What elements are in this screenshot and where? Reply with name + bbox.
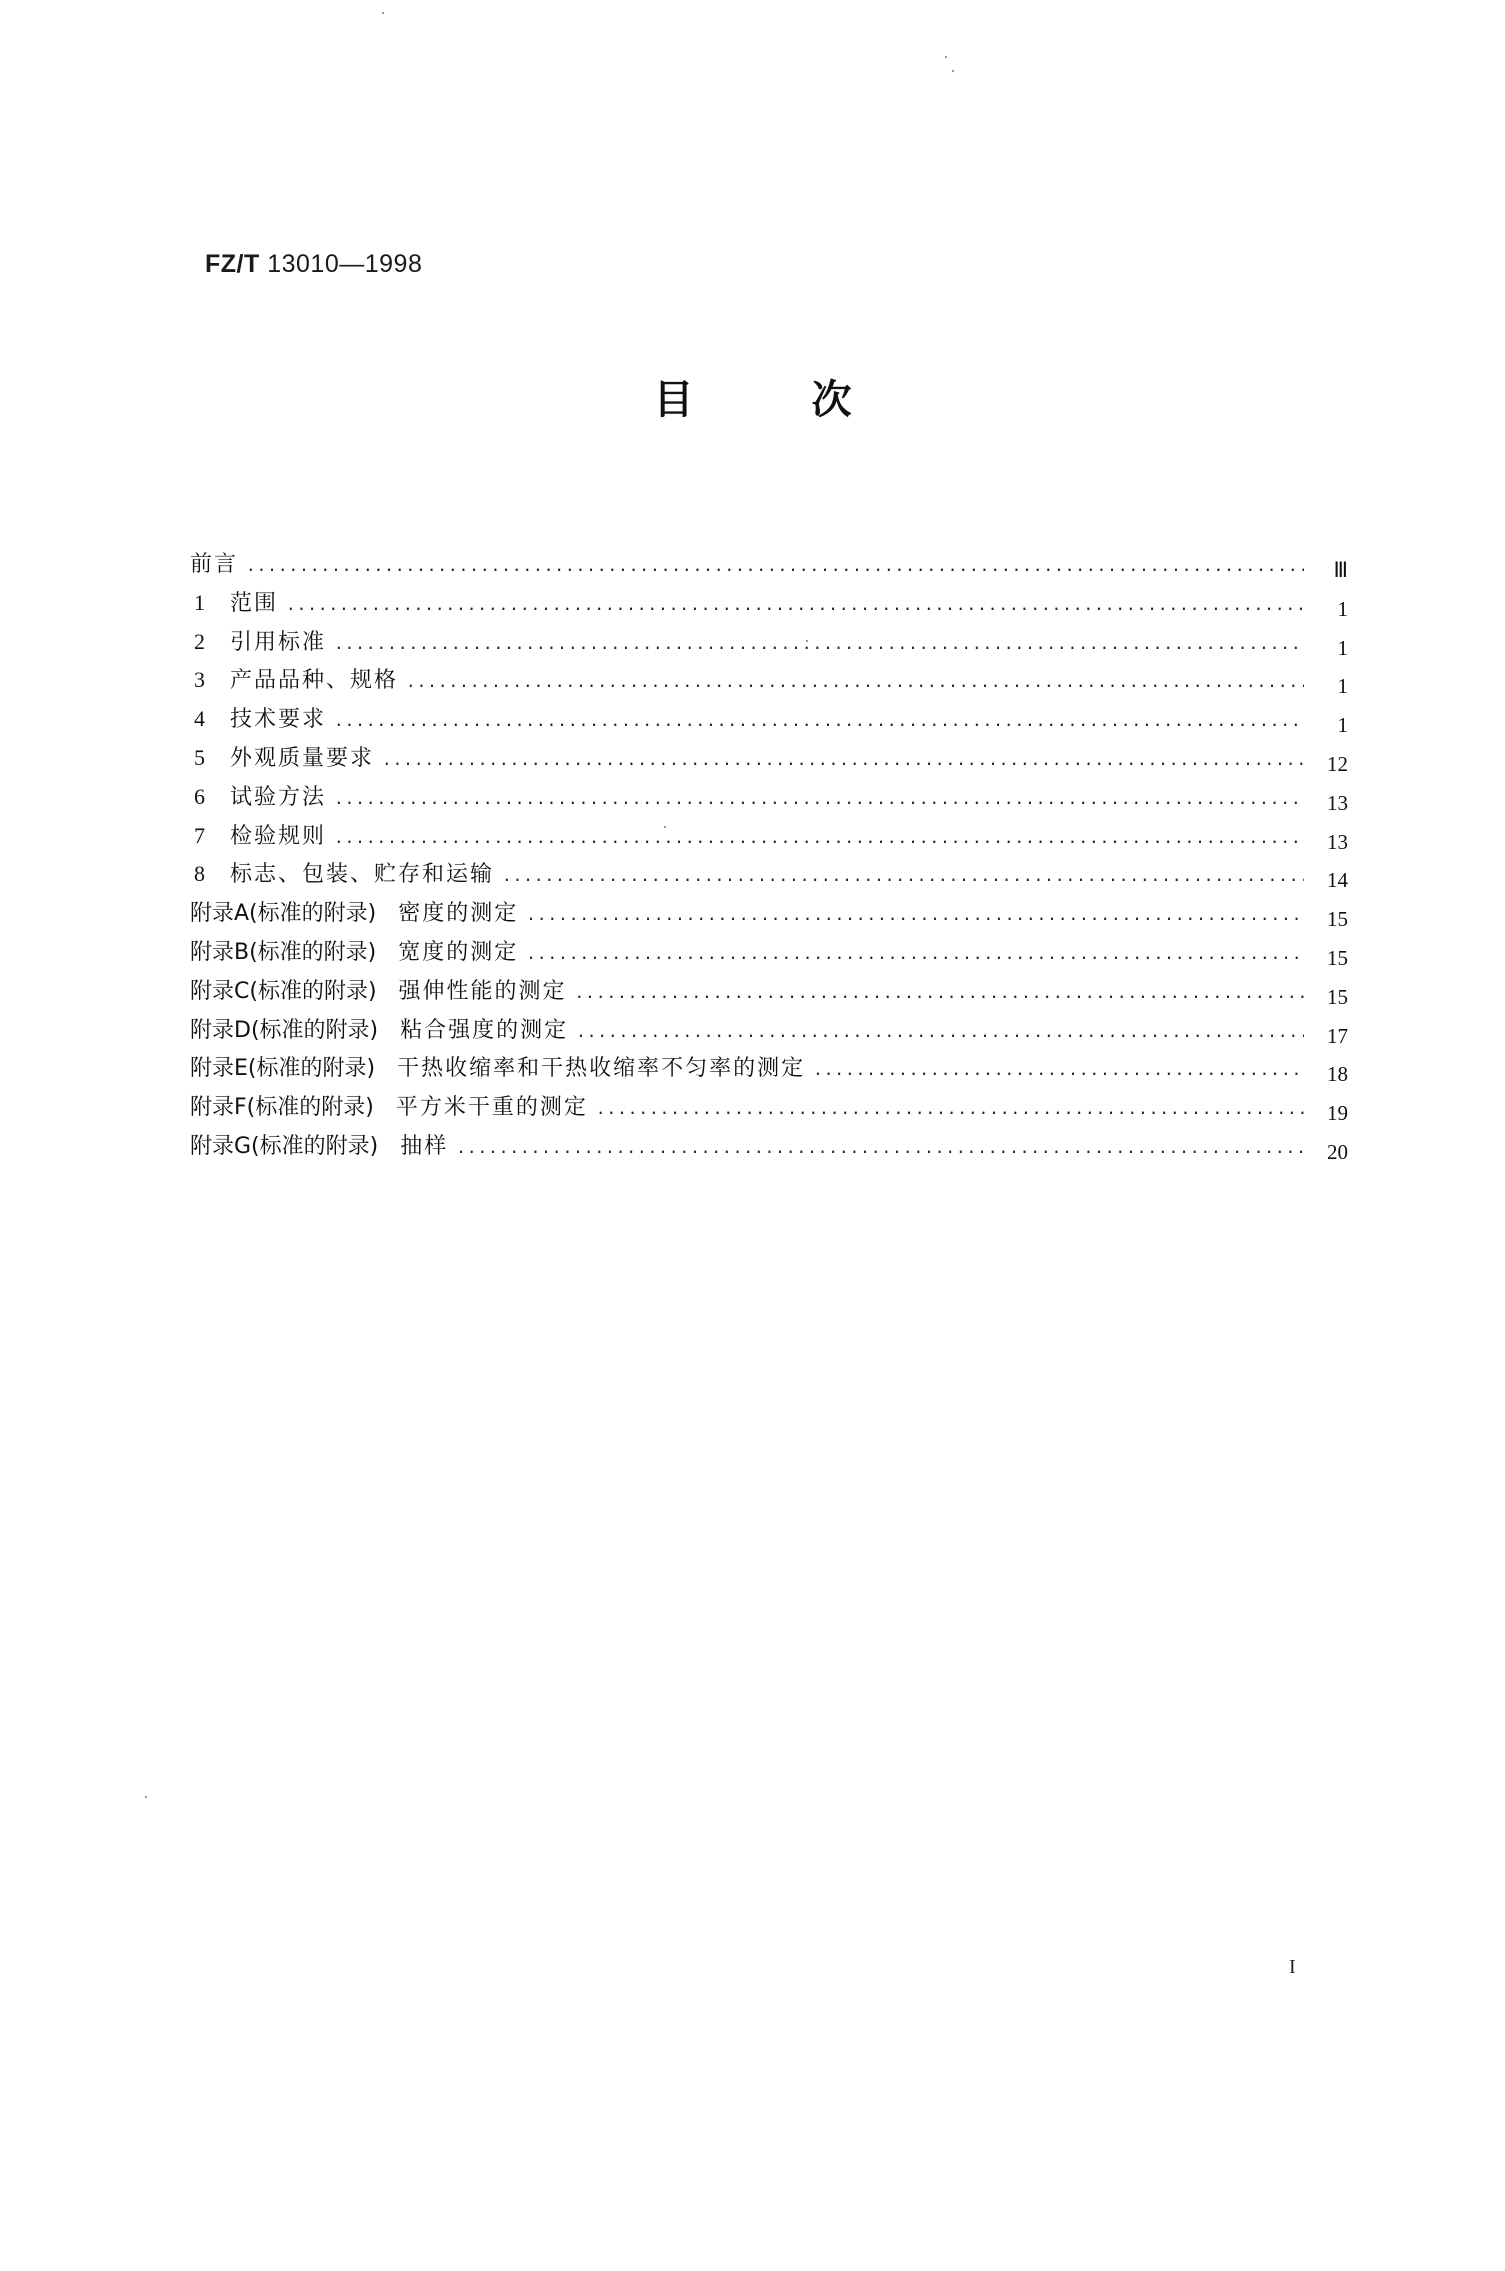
toc-appendix-prefix: 附录E(标准的附录) (190, 1056, 376, 1082)
toc-number: 4 (194, 706, 205, 732)
toc-appendix-prefix: 附录A(标准的附录) (190, 901, 377, 927)
toc-page: 15 (1327, 945, 1348, 970)
scan-speck (952, 70, 954, 72)
toc-leader (596, 1099, 1304, 1118)
toc-appendix-prefix: 附录G(标准的附录) (190, 1133, 379, 1159)
toc-label: 平方米干重的测定 (395, 1095, 588, 1121)
toc-label: 技术要求 (230, 707, 327, 733)
toc-label: 抽样 (400, 1133, 449, 1159)
toc-leader (334, 789, 1304, 808)
toc-leader (406, 672, 1304, 691)
toc-label: 引用标准 (230, 629, 327, 655)
toc-page: 1 (1337, 635, 1348, 660)
toc-appendix-prefix: 附录B(标准的附录) (190, 939, 377, 965)
toc-label: 范围 (230, 590, 279, 616)
toc-label: 外观质量要求 (230, 745, 375, 771)
toc-page: 15 (1327, 907, 1348, 932)
document-code (205, 250, 422, 279)
toc-page: 19 (1327, 1101, 1348, 1126)
toc-leader (576, 1022, 1304, 1041)
toc-page: 18 (1327, 1062, 1348, 1087)
toc-row-8[interactable] (190, 857, 1348, 896)
toc-row-1[interactable] (190, 586, 1348, 625)
toc-page: 1 (1337, 674, 1348, 699)
toc-label: 强伸性能的测定 (398, 978, 567, 1004)
toc-leader (502, 866, 1304, 885)
toc-row-appendix-e[interactable] (190, 1051, 1348, 1090)
toc-row-appendix-a[interactable] (190, 896, 1348, 935)
toc-leader (286, 595, 1304, 614)
toc-leader (456, 1138, 1304, 1157)
toc-label: 产品品种、规格 (230, 668, 399, 694)
toc-number: 7 (194, 822, 205, 848)
toc-label: 前言 (190, 552, 239, 577)
page-number: I (1289, 1956, 1296, 1978)
toc-label: 粘合强度的测定 (400, 1017, 569, 1043)
toc-page: 1 (1337, 713, 1348, 738)
toc-leader (334, 828, 1304, 847)
toc-number: 3 (194, 667, 205, 693)
toc-leader (526, 905, 1304, 924)
scan-speck (945, 56, 947, 58)
toc-label: 干热收缩率和干热收缩率不匀率的测定 (397, 1056, 806, 1082)
toc-row-4[interactable] (190, 702, 1348, 741)
toc-leader (334, 711, 1304, 730)
toc-page: 1 (1337, 596, 1348, 621)
toc-page: 12 (1327, 751, 1348, 776)
table-of-contents (190, 547, 1348, 1168)
toc-row-7[interactable] (190, 819, 1348, 858)
toc-row-2[interactable] (190, 625, 1348, 664)
toc-leader (526, 944, 1304, 963)
scan-speck (806, 640, 808, 642)
toc-number: 8 (194, 861, 205, 887)
toc-page: 15 (1327, 984, 1348, 1009)
toc-label: 试验方法 (230, 784, 327, 810)
toc-row-foreword[interactable] (190, 547, 1348, 586)
toc-label: 宽度的测定 (398, 939, 519, 965)
toc-row-appendix-b[interactable] (190, 935, 1348, 974)
toc-page: 13 (1327, 829, 1348, 854)
document-code-number: 13010—1998 (267, 250, 423, 278)
toc-appendix-prefix: 附录F(标准的附录) (190, 1095, 374, 1121)
toc-label: 检验规则 (230, 823, 327, 849)
toc-number: 5 (194, 744, 205, 770)
document-code-prefix: FZ/T (205, 250, 260, 278)
toc-row-5[interactable] (190, 741, 1348, 780)
toc-leader (246, 556, 1304, 575)
toc-row-6[interactable] (190, 780, 1348, 819)
toc-label: 密度的测定 (398, 901, 519, 927)
toc-row-3[interactable] (190, 663, 1348, 702)
toc-row-appendix-f[interactable] (190, 1090, 1348, 1129)
toc-page: 13 (1327, 790, 1348, 815)
toc-appendix-prefix: 附录D(标准的附录) (190, 1017, 379, 1043)
toc-leader (334, 634, 1304, 653)
scan-speck (664, 826, 666, 828)
toc-label: 标志、包装、贮存和运输 (230, 862, 495, 888)
toc-title: 目次 (653, 377, 970, 423)
toc-page: Ⅲ (1333, 558, 1348, 582)
toc-leader (575, 983, 1304, 1002)
toc-leader (382, 750, 1304, 769)
toc-page: 14 (1327, 868, 1348, 893)
toc-page: 20 (1327, 1139, 1348, 1164)
scan-speck (145, 1796, 147, 1798)
toc-number: 6 (194, 783, 205, 809)
toc-row-appendix-c[interactable] (190, 974, 1348, 1013)
toc-page: 17 (1327, 1023, 1348, 1048)
toc-number: 2 (194, 628, 205, 654)
toc-row-appendix-d[interactable] (190, 1013, 1348, 1052)
toc-row-appendix-g[interactable] (190, 1129, 1348, 1168)
toc-number: 1 (194, 589, 205, 615)
scan-speck (382, 12, 384, 14)
toc-leader (813, 1060, 1304, 1079)
toc-appendix-prefix: 附录C(标准的附录) (190, 978, 377, 1004)
